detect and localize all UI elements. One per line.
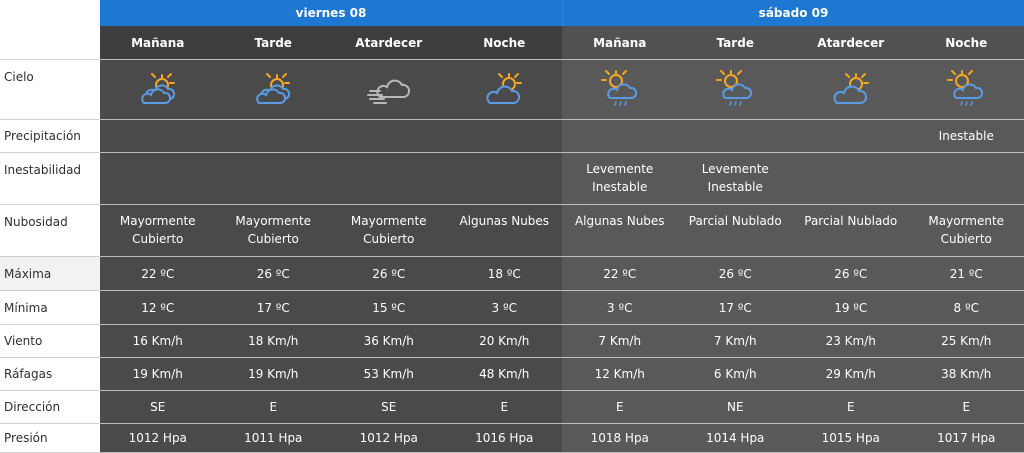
inestabilidad-cell — [100, 153, 216, 205]
presion-cell: 1017 Hpa — [909, 424, 1024, 453]
precipitacion-cell — [562, 120, 678, 153]
precipitacion-cell — [100, 120, 216, 153]
viento-cell: 16 Km/h — [100, 325, 216, 358]
direccion-cell: E — [562, 391, 678, 424]
rafagas-cell: 12 Km/h — [562, 358, 678, 391]
table-corner — [0, 0, 100, 26]
direccion-cell: E — [909, 391, 1024, 424]
presion-cell: 1011 Hpa — [216, 424, 332, 453]
nubosidad-cell: Mayormente Cubierto — [216, 205, 332, 257]
direccion-cell: E — [793, 391, 909, 424]
period-header: Tarde — [678, 26, 794, 60]
minima-cell: 15 ºC — [331, 291, 447, 325]
period-header: Atardecer — [331, 26, 447, 60]
day-header-sabado: sábado 09 — [562, 0, 1024, 26]
inestabilidad-cell — [447, 153, 563, 205]
nubosidad-cell: Parcial Nublado — [793, 205, 909, 257]
period-header: Atardecer — [793, 26, 909, 60]
sun-cloud-icon — [793, 60, 909, 120]
row-label-rafagas: Ráfagas — [0, 358, 100, 391]
presion-cell: 1012 Hpa — [100, 424, 216, 453]
viento-cell: 7 Km/h — [678, 325, 794, 358]
presion-cell: 1015 Hpa — [793, 424, 909, 453]
inestabilidad-cell — [793, 153, 909, 205]
period-label-blank — [0, 26, 100, 60]
presion-cell: 1016 Hpa — [447, 424, 563, 453]
row-label-viento: Viento — [0, 325, 100, 358]
period-header: Mañana — [562, 26, 678, 60]
maxima-cell: 21 ºC — [909, 257, 1024, 291]
maxima-cell: 26 ºC — [216, 257, 332, 291]
row-label-minima: Mínima — [0, 291, 100, 325]
rafagas-cell: 19 Km/h — [216, 358, 332, 391]
row-label-nubosidad: Nubosidad — [0, 205, 100, 257]
presion-cell: 1014 Hpa — [678, 424, 794, 453]
presion-cell: 1018 Hpa — [562, 424, 678, 453]
precipitacion-cell: Inestable — [909, 120, 1024, 153]
period-header: Mañana — [100, 26, 216, 60]
minima-cell: 3 ºC — [447, 291, 563, 325]
row-label-precipitacion: Precipitación — [0, 120, 100, 153]
drizzle-sun-icon — [562, 60, 678, 120]
viento-cell: 20 Km/h — [447, 325, 563, 358]
minima-cell: 19 ºC — [793, 291, 909, 325]
nubosidad-cell: Mayormente Cubierto — [331, 205, 447, 257]
direccion-cell: E — [216, 391, 332, 424]
maxima-cell: 18 ºC — [447, 257, 563, 291]
inestabilidad-cell — [216, 153, 332, 205]
maxima-cell: 22 ºC — [100, 257, 216, 291]
nubosidad-cell: Parcial Nublado — [678, 205, 794, 257]
row-label-cielo: Cielo — [0, 60, 100, 120]
drizzle-sun-icon — [678, 60, 794, 120]
viento-cell: 18 Km/h — [216, 325, 332, 358]
rafagas-cell: 29 Km/h — [793, 358, 909, 391]
minima-cell: 3 ºC — [562, 291, 678, 325]
direccion-cell: SE — [100, 391, 216, 424]
rafagas-cell: 19 Km/h — [100, 358, 216, 391]
maxima-cell: 26 ºC — [331, 257, 447, 291]
inestabilidad-cell — [909, 153, 1024, 205]
viento-cell: 25 Km/h — [909, 325, 1024, 358]
precipitacion-cell — [447, 120, 563, 153]
precipitacion-cell — [678, 120, 794, 153]
minima-cell: 17 ºC — [216, 291, 332, 325]
direccion-cell: E — [447, 391, 563, 424]
minima-cell: 17 ºC — [678, 291, 794, 325]
precipitacion-cell — [331, 120, 447, 153]
nubosidad-cell: Mayormente Cubierto — [100, 205, 216, 257]
row-label-presion: Presión — [0, 424, 100, 453]
nubosidad-cell: Mayormente Cubierto — [909, 205, 1024, 257]
minima-cell: 8 ºC — [909, 291, 1024, 325]
row-label-inestabilidad: Inestabilidad — [0, 153, 100, 205]
rafagas-cell: 53 Km/h — [331, 358, 447, 391]
rafagas-cell: 6 Km/h — [678, 358, 794, 391]
nubosidad-cell: Algunas Nubes — [562, 205, 678, 257]
drizzle-sun-icon — [909, 60, 1024, 120]
row-label-maxima: Máxima — [0, 257, 100, 291]
minima-cell: 12 ºC — [100, 291, 216, 325]
sun-cloud-icon — [447, 60, 563, 120]
precipitacion-cell — [216, 120, 332, 153]
direccion-cell: SE — [331, 391, 447, 424]
period-header: Tarde — [216, 26, 332, 60]
fog-cloud-icon — [331, 60, 447, 120]
viento-cell: 23 Km/h — [793, 325, 909, 358]
presion-cell: 1012 Hpa — [331, 424, 447, 453]
row-label-direccion: Dirección — [0, 391, 100, 424]
period-header: Noche — [447, 26, 563, 60]
viento-cell: 7 Km/h — [562, 325, 678, 358]
day-header-viernes: viernes 08 — [100, 0, 562, 26]
rafagas-cell: 38 Km/h — [909, 358, 1024, 391]
viento-cell: 36 Km/h — [331, 325, 447, 358]
rafagas-cell: 48 Km/h — [447, 358, 563, 391]
inestabilidad-cell: Levemente Inestable — [678, 153, 794, 205]
maxima-cell: 22 ºC — [562, 257, 678, 291]
precipitacion-cell — [793, 120, 909, 153]
inestabilidad-cell: Levemente Inestable — [562, 153, 678, 205]
maxima-cell: 26 ºC — [793, 257, 909, 291]
direccion-cell: NE — [678, 391, 794, 424]
period-header: Noche — [909, 26, 1024, 60]
partly-cloudy-sun-icon — [216, 60, 332, 120]
inestabilidad-cell — [331, 153, 447, 205]
partly-cloudy-sun-icon — [100, 60, 216, 120]
nubosidad-cell: Algunas Nubes — [447, 205, 563, 257]
maxima-cell: 26 ºC — [678, 257, 794, 291]
